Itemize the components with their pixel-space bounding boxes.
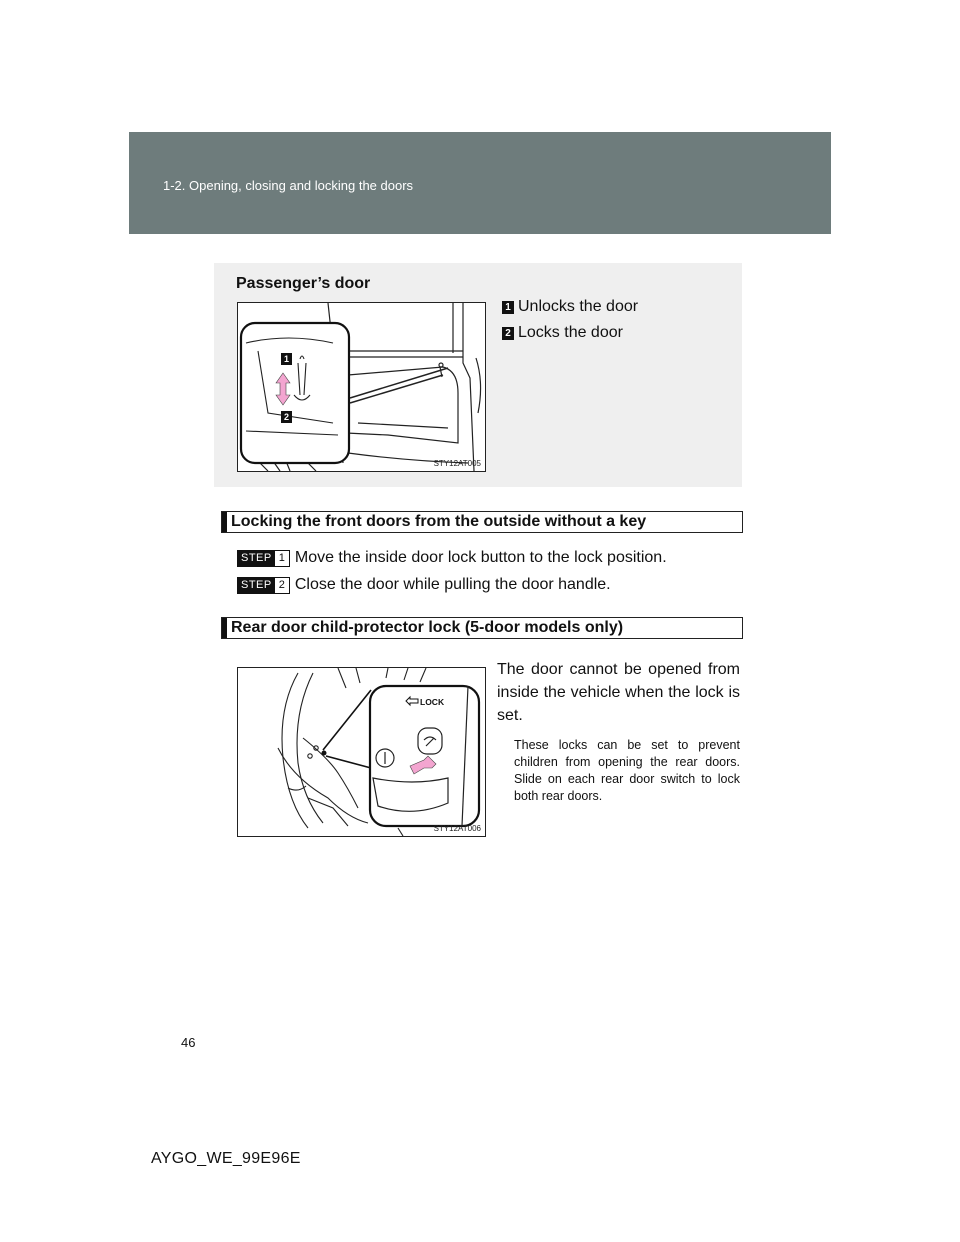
header-band — [129, 132, 831, 234]
legend-item-unlock — [502, 298, 638, 316]
section-heading — [221, 617, 743, 639]
child-lock-description: The door cannot be opened from inside the vehicle when the lock is set. — [497, 661, 740, 724]
panel-title: Passenger’s door — [236, 275, 371, 292]
figure-code: STY12AT005 — [433, 459, 481, 468]
number-badge: 1 — [502, 301, 514, 314]
step-word: STEP — [238, 578, 275, 593]
heading-bar — [222, 618, 227, 638]
passenger-door-figure — [237, 302, 486, 472]
child-lock-note: These locks can be set to prevent children from opening the rear doors. Slide on each rear door switch to lock both rear doors. — [514, 738, 740, 803]
svg-text:2: 2 — [283, 412, 290, 422]
figure-code: STY12AT006 — [433, 824, 481, 833]
step-text: Move the inside door lock button to the lock position. — [294, 549, 667, 566]
step-1 — [237, 549, 667, 567]
number-badge: 2 — [502, 327, 514, 340]
lock-label: LOCK — [420, 697, 445, 707]
legend-item-lock — [502, 324, 623, 342]
legend-label: Locks the door — [518, 324, 623, 341]
heading-bar — [222, 512, 227, 532]
step-2 — [237, 576, 611, 594]
step-number: 2 — [275, 578, 289, 593]
section-heading — [221, 511, 743, 533]
section-title: 1-2. Opening, closing and locking the doors — [163, 178, 414, 193]
legend-label: Unlocks the door — [518, 298, 639, 315]
step-number: 1 — [275, 551, 289, 566]
heading-text: Locking the front doors from the outside without a key — [231, 513, 647, 530]
document-code: AYGO_WE_99E96E — [151, 1150, 301, 1167]
step-badge — [237, 550, 290, 567]
child-lock-figure — [237, 667, 486, 837]
step-word: STEP — [238, 551, 275, 566]
child-lock-illustration — [238, 668, 485, 836]
heading-text: Rear door child-protector lock (5-door models only) — [231, 619, 624, 636]
step-text: Close the door while pulling the door handle. — [294, 576, 611, 593]
svg-text:1: 1 — [283, 354, 290, 364]
page-number: 46 — [181, 1035, 196, 1050]
step-badge — [237, 577, 290, 594]
door-illustration — [238, 303, 485, 471]
